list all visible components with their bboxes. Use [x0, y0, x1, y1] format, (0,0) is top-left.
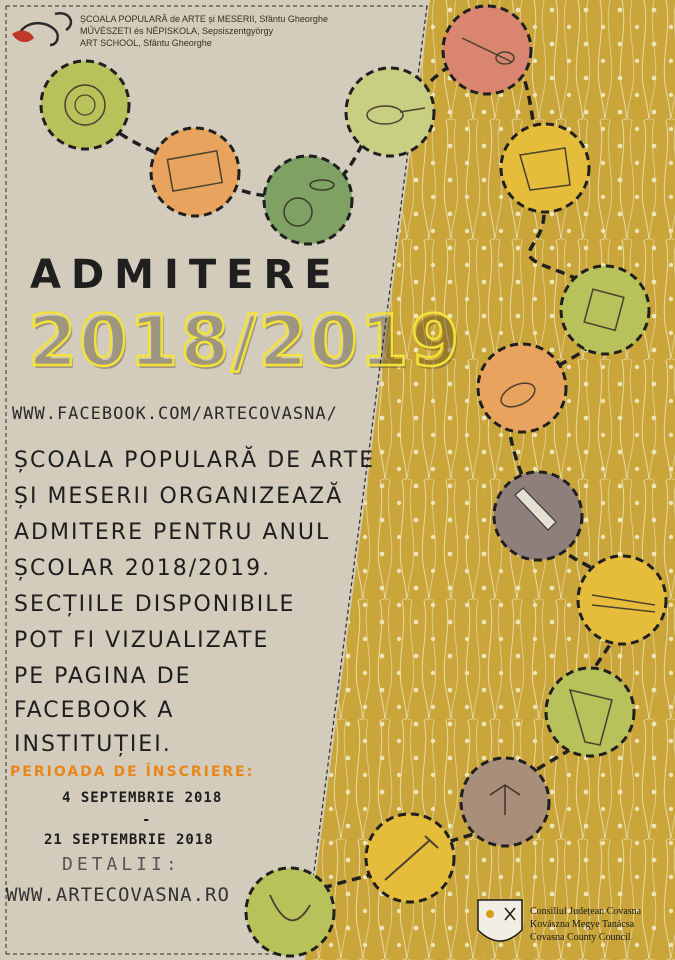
violin-icon: [346, 68, 434, 156]
guitar-icon: [443, 6, 531, 94]
body-line-5: SECȚIILE DISPONIBILE: [14, 592, 296, 617]
registration-end-date: 21 SEPTEMBRIE 2018: [44, 832, 214, 848]
title-admitere: ADMITERE: [30, 252, 342, 298]
trumpet-icon: [366, 814, 454, 902]
ballet-dancer-icon: [461, 758, 549, 846]
registration-start-date: 4 SEPTEMBRIE 2018: [62, 790, 223, 806]
body-line-8: FACEBOOK A: [14, 698, 175, 723]
drum-kit-icon: [264, 156, 352, 244]
details-label: DETALII:: [62, 854, 181, 875]
council-line-2: Kovászna Megye Tanácsa: [530, 919, 635, 930]
djembe-icon: [546, 668, 634, 756]
header-line-3: ART SCHOOL, Sfântu Gheorghe: [80, 38, 212, 48]
header-line-1: ȘCOALA POPULARĂ de ARTE și MESERII, Sfântu Gheorghe: [80, 14, 328, 24]
council-line-3: Covasna County Council: [530, 932, 631, 943]
facebook-link[interactable]: WWW.FACEBOOK.COM/ARTECOVASNA/: [12, 404, 338, 424]
body-line-9: INSTITUȚIEI.: [14, 732, 172, 757]
body-line-3: ADMITERE PENTRU ANUL: [14, 520, 331, 545]
website-link[interactable]: WWW.ARTECOVASNA.RO: [6, 884, 230, 906]
header-line-2: MŰVÉSZETI és NÉPISKOLA, Sepsiszentgyörgy: [80, 26, 274, 36]
registration-separator: -: [142, 812, 152, 828]
council-crest: [478, 900, 522, 941]
french-horn-icon: [41, 61, 129, 149]
saxophone-icon: [246, 868, 334, 956]
accordion-icon: [151, 128, 239, 216]
registration-period-label: PERIOADA DE ÎNSCRIERE:: [10, 764, 255, 780]
piano-icon: [501, 124, 589, 212]
paintbrush-icon: [494, 472, 582, 560]
cello-icon: [478, 344, 566, 432]
council-line-1: Consiliul Județean Covasna: [530, 906, 642, 917]
body-line-4: ȘCOLAR 2018/2019.: [14, 556, 272, 581]
body-line-2: ȘI MESERII ORGANIZEAZĂ: [14, 484, 344, 509]
book-icon: [561, 266, 649, 354]
paint-brushes-icon: [578, 556, 666, 644]
body-line-7: PE PAGINA DE: [14, 664, 192, 689]
body-line-6: POT FI VIZUALIZATE: [14, 628, 270, 653]
title-year: 2018/2019: [28, 300, 462, 382]
body-line-1: ȘCOALA POPULARĂ DE ARTE: [14, 448, 376, 473]
